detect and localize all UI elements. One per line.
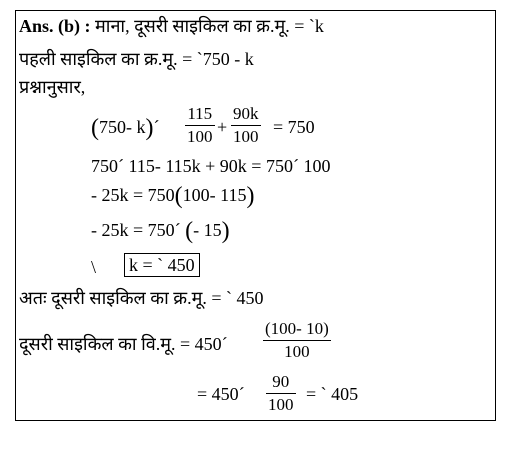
answer-text: माना, दूसरी साइकिल का क्र.मू. = `k (90, 16, 324, 36)
equation-3: - 25k = 750(100- 115) (91, 183, 255, 209)
therefore-symbol: \ (91, 257, 97, 277)
final-fraction: 90 100 (268, 372, 294, 414)
cost-price-first-line: पहली साइकिल का क्र.मू. = `750 - k (19, 49, 254, 69)
equation-1-fraction-2: 90k 100 (233, 104, 259, 146)
answer-box (15, 10, 496, 421)
answer-label: Ans. (b) : (19, 16, 91, 36)
equation-2: 750´ 115- 115k + 90k = 750´ 100 (91, 156, 331, 176)
answer-line (19, 16, 324, 36)
equation-1-left: (750- k)´ (91, 115, 160, 141)
equation-1-fraction-1: 115 100 (187, 104, 213, 146)
selling-price-label: दूसरी साइकिल का वि.मू. = 450´ (19, 334, 228, 354)
equation-1-plus: + (217, 117, 228, 137)
final-left: = 450´ (197, 384, 245, 404)
equation-1-right: = 750 (273, 117, 315, 137)
boxed-answer: k = ` 450 (124, 253, 200, 277)
equation-4: - 25k = 750´ (- 15) (91, 218, 230, 244)
according-to-question-line: प्रश्नानुसार, (19, 77, 86, 97)
final-result: = ` 405 (306, 384, 359, 404)
therefore-cost-price-line: अतः दूसरी साइकिल का क्र.मू. = ` 450 (19, 288, 264, 308)
selling-price-fraction: (100- 10) 100 (265, 319, 329, 361)
